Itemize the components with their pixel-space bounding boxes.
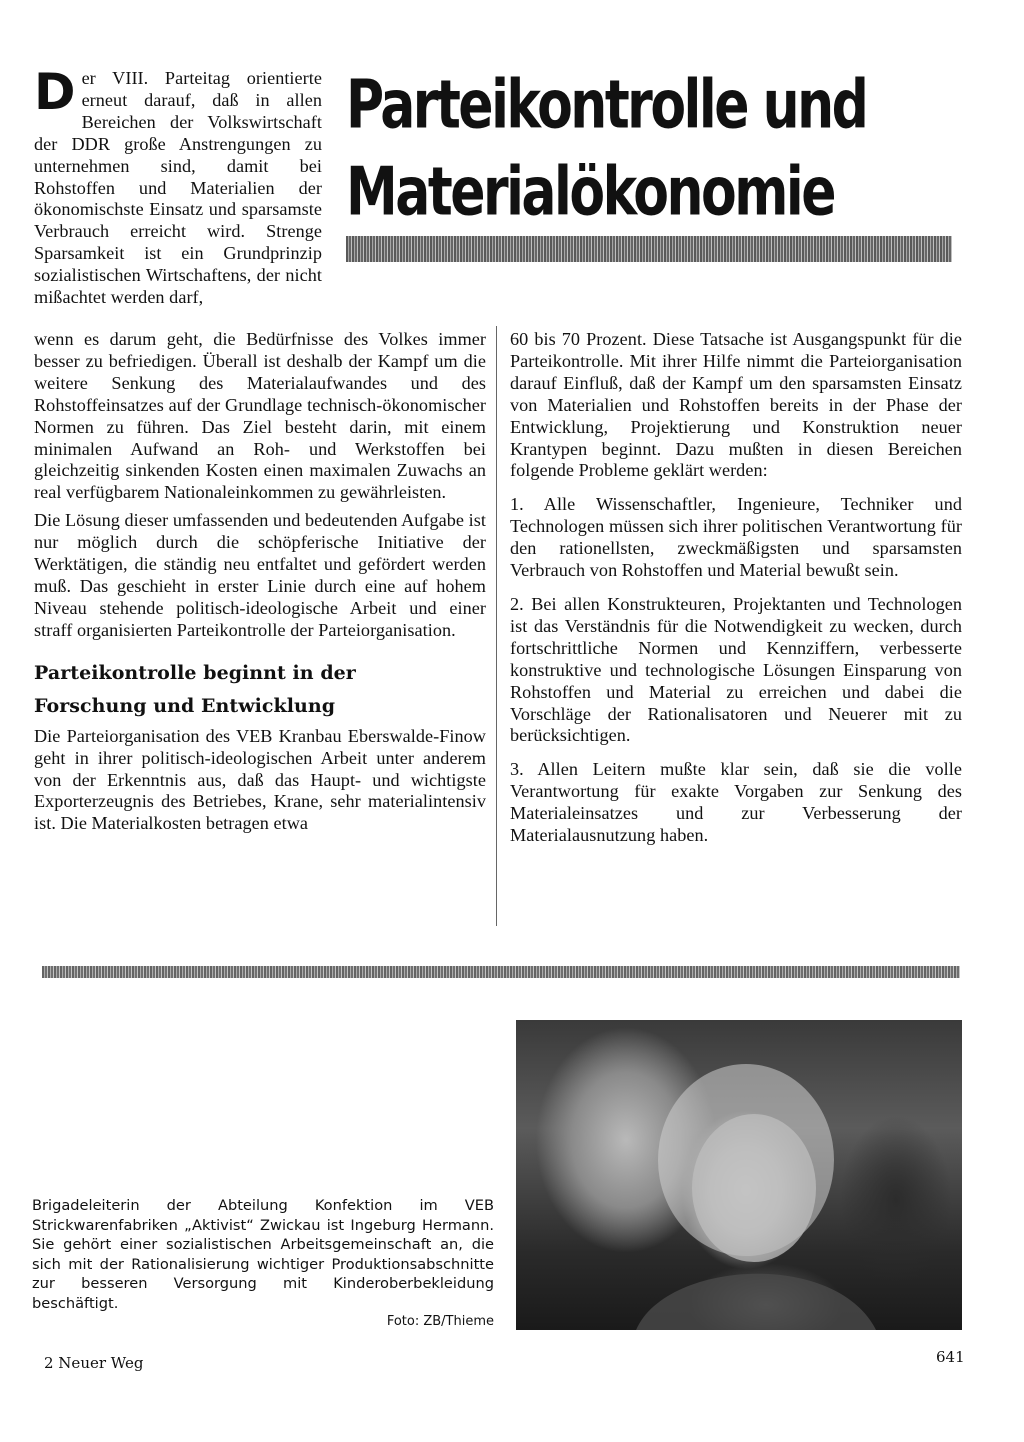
section-rule [42,966,960,978]
article-title-block [346,62,986,232]
footer-publication: 2 Neuer Weg [44,1354,144,1372]
drop-cap: D [34,63,76,121]
section-subheading [34,660,486,720]
intro-narrow-column [34,63,322,330]
article-title-line-2: Materialökonomie [346,154,834,231]
intro-paragraph-start [34,63,322,309]
article-title-line-1: Parteikontrolle und [346,67,867,144]
face-shape [692,1114,816,1262]
photo-caption: Brigadeleiterin der Abteilung Konfektion im VEB Strickwarenfabriken „Aktivist“ Zwickau ist Ingeburg Hermann. Sie gehört einer sozialistischen Arbeitsgemeinschaft an, die sich mit der Rationalisierung wichtiger Produktionsabschnitte zur besseren Versorgung mit Kinderoberbekleidung beschäftigt. [32,1197,494,1312]
right-column [510,329,962,929]
page-number: 641 [936,1348,965,1366]
paragraph-3: Die Parteiorganisation des VEB Kranbau Eberswalde-Finow geht in ihrer politisch-ideologischen Arbeit unter anderem von der Erkenntnis aus, daß das Haupt- und wichtigste Exporterzeugnis des Betriebes, Krane, sehr materialintensiv ist. Die Materialkosten betragen etwa [34,725,486,834]
subheading-line-2: Forschung und Entwicklung [34,694,336,717]
right-paragraph: 60 bis 70 Prozent. Diese Tatsache ist Ausgangspunkt für die Parteikontrolle. Mit ihrer Hilfe nimmt die Parteiorganisation darauf Einfluß, daß der Kampf um den sparsamsten Einsatz von Materialien und Rohstoffen bereits in der Phase der Entwicklung, Projektierung und Konstruktion neuer Krantypen beginnt. Dazu mußten in diesen Bereichen folgende Probleme geklärt werden: [510,329,962,481]
intro-paragraph-continued: wenn es darum geht, die Bedürfnisse des Volkes immer besser zu befriedigen. Überall ist deshalb der Kampf um die weitere Senkung des Materialaufwandes und des Rohstoffeinsatzes auf der Grundlage technisch-ökonomischer Normen zu führen. Das Ziel besteht darin, mit einem minimalen Aufwand an Roh- und Werkstoffen bei gleichzeitig sinkenden Kosten einen maximalen Zuwachs an real verfügbarem Nationaleinkommen zu gewährleisten. [34,329,486,503]
left-column [34,329,486,929]
article-title [346,62,986,236]
list-point-3: 3. Allen Leitern mußte klar sein, daß sie die volle Verantwortung für exakte Vorgaben zur Senkung des Materialeinsatzes und zur Verbesserung der Materialausnutzung haben. [510,759,962,846]
column-divider [496,326,497,926]
intro-text: er VIII. Parteitag orientierte erneut darauf, daß in allen Bereichen der Volkswirtschaft der DDR große Anstrengungen zu unternehmen sind, damit bei Rohstoffen und Materialien der ökonomischste Einsatz und sparsamste Verbrauch erreicht wird. Strenge Sparsamkeit ist ein Grundprinzip sozialistischen Wirtschaftens, der nicht mißachtet werden darf, [34,68,322,308]
portrait-photo [516,1020,962,1330]
list-point-2: 2. Bei allen Konstrukteuren, Projektanten und Technologen ist das Verständnis für die Notwendigkeit zu wecken, durch fortschrittliche Normen und Kennziffern, verbesserte konstruktive und technologische Lösungen Einsparung von Rohstoffen und Material zu erreichen und dabei die Vorschläge der Rationalisatoren und Neuerer mit zu berücksichtigen. [510,593,962,746]
subheading-line-1: Parteikontrolle beginnt in der [34,661,356,684]
paragraph-2: Die Lösung dieser umfassenden und bedeutenden Aufgabe ist nur möglich durch die schöpferische Initiative der Werktätigen, die ständig neu entfaltet und gefördert werden muß. Das geschieht in erster Linie durch eine auf hohem Niveau stehende politisch-ideologische Arbeit und einer straff organisierten Parteikontrolle der Parteiorganisation. [34,510,486,640]
photo-credit: Foto: ZB/Thieme [386,1314,494,1329]
shoulders-shape [636,1274,876,1330]
portrait-figure-icon [516,1020,962,1330]
photo-caption-block [32,1196,494,1312]
list-point-1: 1. Alle Wissenschaftler, Ingenieure, Techniker und Technologen müssen sich ihrer politischen Verantwortung für den rationellsten, zweckmäßigsten und sparsamsten Verbrauch von Rohstoffen und Material bewußt sein. [510,494,962,581]
title-rule [346,236,952,262]
